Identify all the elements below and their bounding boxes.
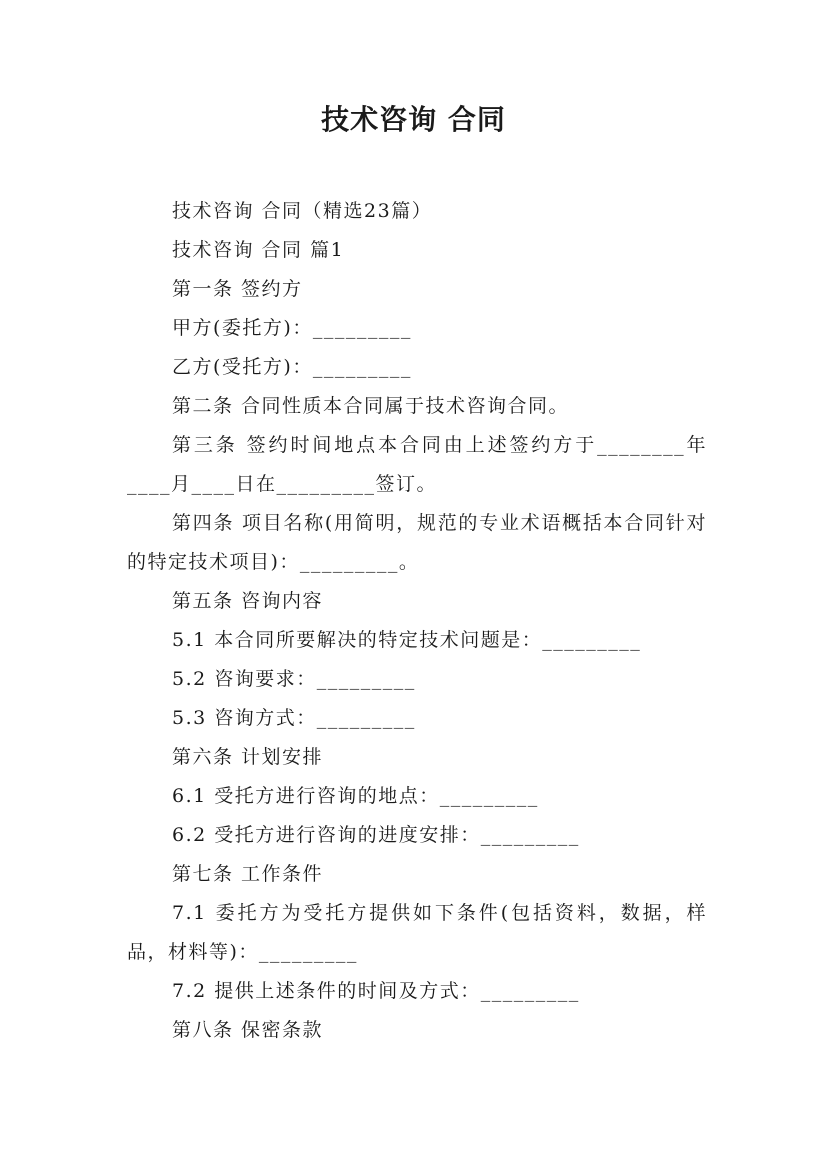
- paragraph: 7.1 委托方为受托方提供如下条件(包括资料，数据，样品，材料等)：_________: [127, 902, 707, 963]
- paragraph: 6.1 受托方进行咨询的地点：_________: [172, 785, 539, 807]
- paragraph: 第七条 工作条件: [172, 863, 324, 885]
- paragraph: 第二条 合同性质本合同属于技术咨询合同。: [172, 395, 570, 417]
- paragraph: 第四条 项目名称(用简明，规范的专业术语概括本合同针对的特定技术项目)：_________。: [127, 512, 707, 573]
- paragraph: 第五条 咨询内容: [172, 590, 324, 612]
- paragraph: 甲方(委托方)：_________: [172, 317, 412, 339]
- paragraph: 第八条 保密条款: [172, 1019, 324, 1041]
- paragraph: 5.2 咨询要求：_________: [172, 668, 416, 690]
- paragraph: 第三条 签约时间地点本合同由上述签约方于________年____月____日在_________签订。: [127, 434, 707, 495]
- paragraph: 5.1 本合同所要解决的特定技术问题是：_________: [172, 629, 642, 651]
- paragraph: 第六条 计划安排: [172, 746, 324, 768]
- paragraph: 第一条 签约方: [172, 278, 303, 300]
- document-body: [127, 192, 707, 1050]
- paragraph: 5.3 咨询方式：_________: [172, 707, 416, 729]
- document-title: 技术咨询 合同: [321, 103, 506, 136]
- paragraph: 7.2 提供上述条件的时间及方式：_________: [172, 980, 580, 1002]
- paragraph: 6.2 受托方进行咨询的进度安排：_________: [172, 824, 580, 846]
- paragraph: 乙方(受托方)：_________: [172, 356, 412, 378]
- paragraph: 技术咨询 合同 篇1: [172, 239, 345, 261]
- paragraph: 技术咨询 合同（精选23篇）: [172, 200, 433, 222]
